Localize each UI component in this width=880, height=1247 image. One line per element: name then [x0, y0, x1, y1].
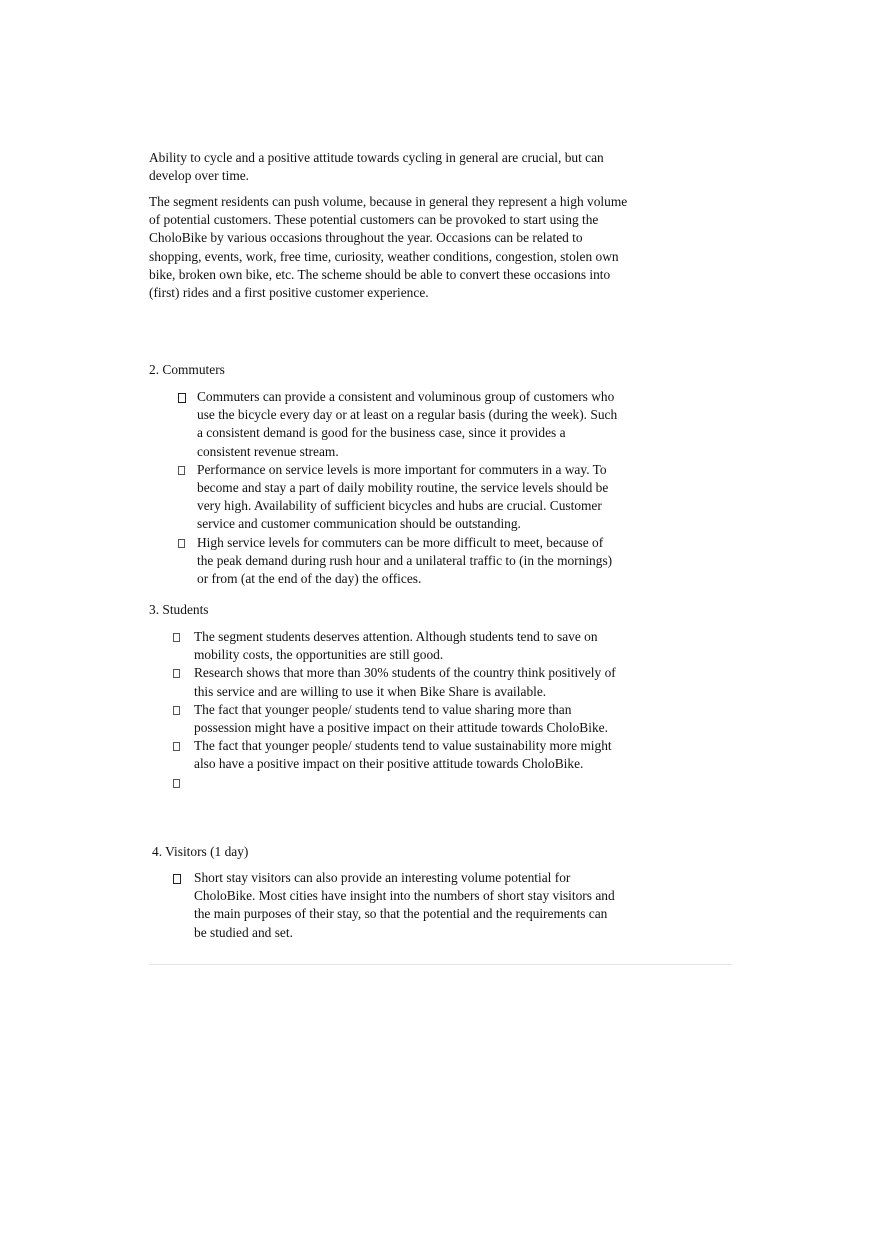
list-item — [197, 534, 621, 589]
list-item — [197, 388, 621, 461]
checkbox-bullet-icon — [178, 466, 185, 475]
intro-paragraph-2: The segment residents can push volume, because in general they represent a high volume of potential customers. These potential customers can be provoked to start using the CholoBike by various occasions throughout the year. Occasions can be related to shopping, events, work, free time, curiosity, weather conditions, congestion, stolen own bike, broken own bike, etc. The scheme should be able to convert these occasions into (first) rides and a first positive customer experience. — [149, 194, 628, 301]
list-item — [197, 461, 621, 534]
list-item-text: Commuters can provide a consistent and voluminous group of customers who use the bicycle every day or at least on a regular basis (during the week). Such a consistent demand is good for the business case, since it provides a consistent revenue stream. — [197, 389, 618, 459]
list-item-text: Short stay visitors can also provide an interesting volume potential for CholoBike. Most cities have insight into the numbers of short stay visitors and the main purposes of their stay, so that the potential and the requirements can be studied and set. — [194, 870, 615, 940]
list-item — [194, 628, 618, 664]
list-item — [194, 774, 618, 792]
list-item-text: The segment students deserves attention. Although students tend to save on mobility costs, the opportunities are still good. — [194, 629, 598, 663]
checkbox-bullet-icon — [178, 539, 185, 548]
list-item-text: Performance on service levels is more important for commuters in a way. To become and stay a part of daily mobility routine, the service levels should be very high. Availability of sufficient bicycles and hubs are crucial. Customer service and customer communication should be outstanding. — [197, 461, 609, 532]
visitors-heading: 4. Visitors (1 day) — [152, 844, 249, 859]
list-item — [194, 701, 618, 737]
list-item-text: Research shows that more than 30% students of the country think positively of this service and are willing to use it when Bike Share is available. — [194, 665, 616, 699]
visitors-list — [194, 869, 618, 942]
checkbox-bullet-icon — [173, 633, 180, 642]
list-item-text: The fact that younger people/ students tend to value sustainability more might also have a positive impact on their positive attitude towards CholoBike. — [194, 738, 612, 772]
checkbox-bullet-icon — [178, 393, 186, 403]
list-item-text: The fact that younger people/ students tend to value sharing more than possession might have a positive impact on their attitude towards CholoBike. — [194, 701, 608, 736]
list-item — [194, 664, 618, 700]
list-item — [194, 869, 618, 942]
checkbox-bullet-icon — [173, 669, 180, 678]
list-item-text: High service levels for commuters can be more difficult to meet, because of the peak demand during rush hour and a unilateral traffic to (in the mornings) or from (at the end of the day) the offices. — [197, 534, 613, 587]
checkbox-bullet-icon — [173, 706, 180, 715]
students-list — [194, 628, 618, 792]
commuters-list — [197, 388, 621, 588]
checkbox-bullet-icon — [173, 874, 181, 884]
checkbox-bullet-icon — [173, 779, 180, 788]
students-heading: 3. Students — [149, 602, 209, 617]
list-item — [194, 737, 618, 773]
checkbox-bullet-icon — [173, 742, 180, 751]
horizontal-divider — [149, 964, 732, 965]
intro-paragraph-1: Ability to cycle and a positive attitude towards cycling in general are crucial, but can develop over time. — [149, 150, 604, 184]
commuters-heading: 2. Commuters — [149, 362, 225, 377]
